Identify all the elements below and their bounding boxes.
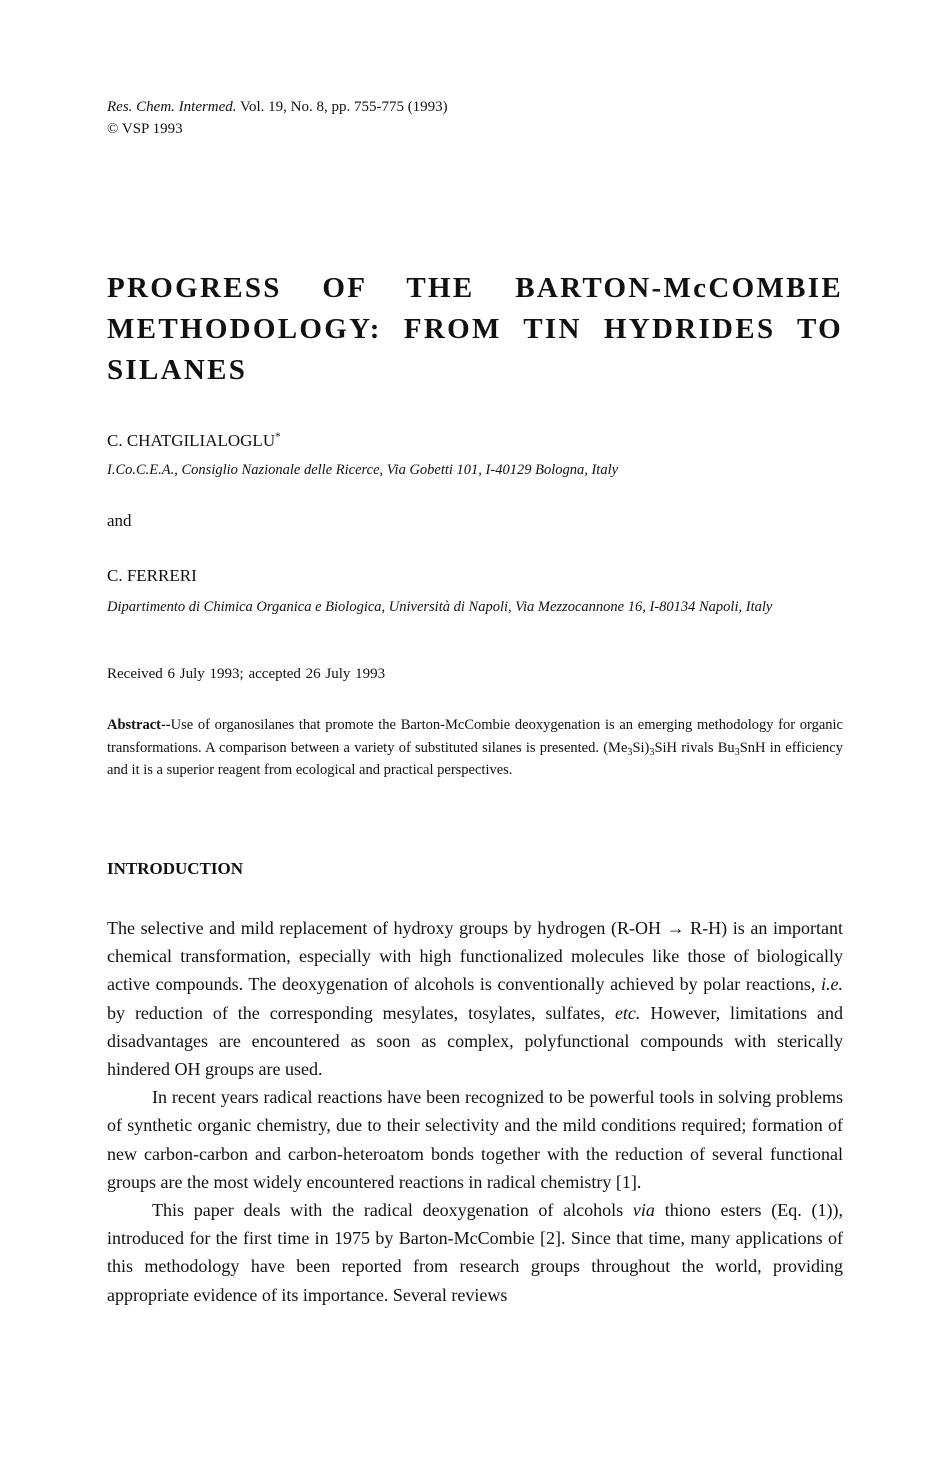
received-dates: Received 6 July 1993; accepted 26 July 1993 (107, 666, 386, 682)
paragraph-1-ie: i.e. (821, 974, 843, 995)
paragraph-3-text-a: This paper deals with the radical deoxygenation of alcohols (152, 1200, 633, 1221)
subscript: 3 (649, 746, 655, 758)
abstract-text-1: Use of organosilanes that promote the Barton-McCombie deoxygenation is an emerging methodology for organic transformations. A comparison between a variety of substituted silanes is presented. (Me (107, 717, 843, 756)
abstract-text-4: SnH in efficiency and it is a superior reagent from ecological and practical perspectives. (107, 739, 843, 778)
paragraph-2: In recent years radical reactions have been recognized to be powerful tools in solving problems of synthetic organic chemistry, due to their selectivity and the mild conditions required; formation of new carbon-carbon and carbon-heteroatom bonds together with the reduction of several functional groups are the most widely encountered reactions in radical chemistry [1]. (107, 1087, 843, 1192)
corresponding-author-mark: * (275, 430, 281, 443)
author-name-2: C. FERRERI (107, 566, 197, 585)
journal-citation-line (107, 96, 843, 118)
author-affiliation-2: Dipartimento di Chimica Organica e Biologica, Università di Napoli, Via Mezzocannone 16, I-80134 Napoli, Italy (107, 599, 773, 615)
paragraph-1-text-c: However, limitations and disadvantages are encountered as soon as complex, polyfunctional compounds with sterically hindered OH groups are used. (107, 1002, 843, 1080)
journal-reference (107, 96, 843, 140)
paragraph-1 (107, 914, 843, 1083)
paragraph-1-etc: etc. (614, 1002, 641, 1023)
abstract-text-3: SiH rivals Bu (654, 739, 735, 756)
paragraph-3-text-b: thiono esters (Eq. (1)), introduced for the first time in 1975 by Barton-McCombie [2]. Since that time, many applications of this methodology have been reported from research groups throughout the world, providing appropriate evidence of its importance. Several reviews (107, 1200, 843, 1305)
journal-citation: Vol. 19, No. 8, pp. 755-775 (1993) (240, 99, 448, 115)
introduction-body (107, 914, 843, 1309)
subscript: 3 (627, 746, 633, 758)
abstract-text-2: Si) (632, 739, 650, 756)
journal-name: Res. Chem. Intermed. (107, 99, 237, 115)
section-heading-introduction: INTRODUCTION (107, 859, 244, 878)
abstract (107, 714, 843, 782)
author-name-1 (107, 431, 843, 451)
abstract-label: Abstract-- (107, 717, 171, 733)
paragraph-1-text-a: The selective and mild replacement of hydroxy groups by hydrogen (R-OH → R-H) is an important chemical transformation, especially with high functionalized molecules like those of biologically active compounds. The deoxygenation of alcohols is conventionally achieved by polar reactions, (107, 918, 843, 995)
paper-title: PROGRESS OF THE BARTON-McCOMBIE METHODOLOGY: FROM TIN HYDRIDES TO SILANES (107, 272, 843, 386)
paragraph-3 (107, 1196, 843, 1309)
author-1-name: C. CHATGILIALOGLU (107, 431, 276, 450)
author-affiliation-1: I.Co.C.E.A., Consiglio Nazionale delle Ricerce, Via Gobetti 101, I-40129 Bologna, Italy (107, 462, 619, 478)
author-conjunction: and (107, 511, 132, 530)
paragraph-3-via: via (632, 1200, 655, 1221)
journal-copyright: © VSP 1993 (107, 121, 183, 137)
paragraph-1-text-b: by reduction of the corresponding mesylates, tosylates, sulfates, (107, 1002, 615, 1023)
subscript: 3 (734, 746, 740, 758)
